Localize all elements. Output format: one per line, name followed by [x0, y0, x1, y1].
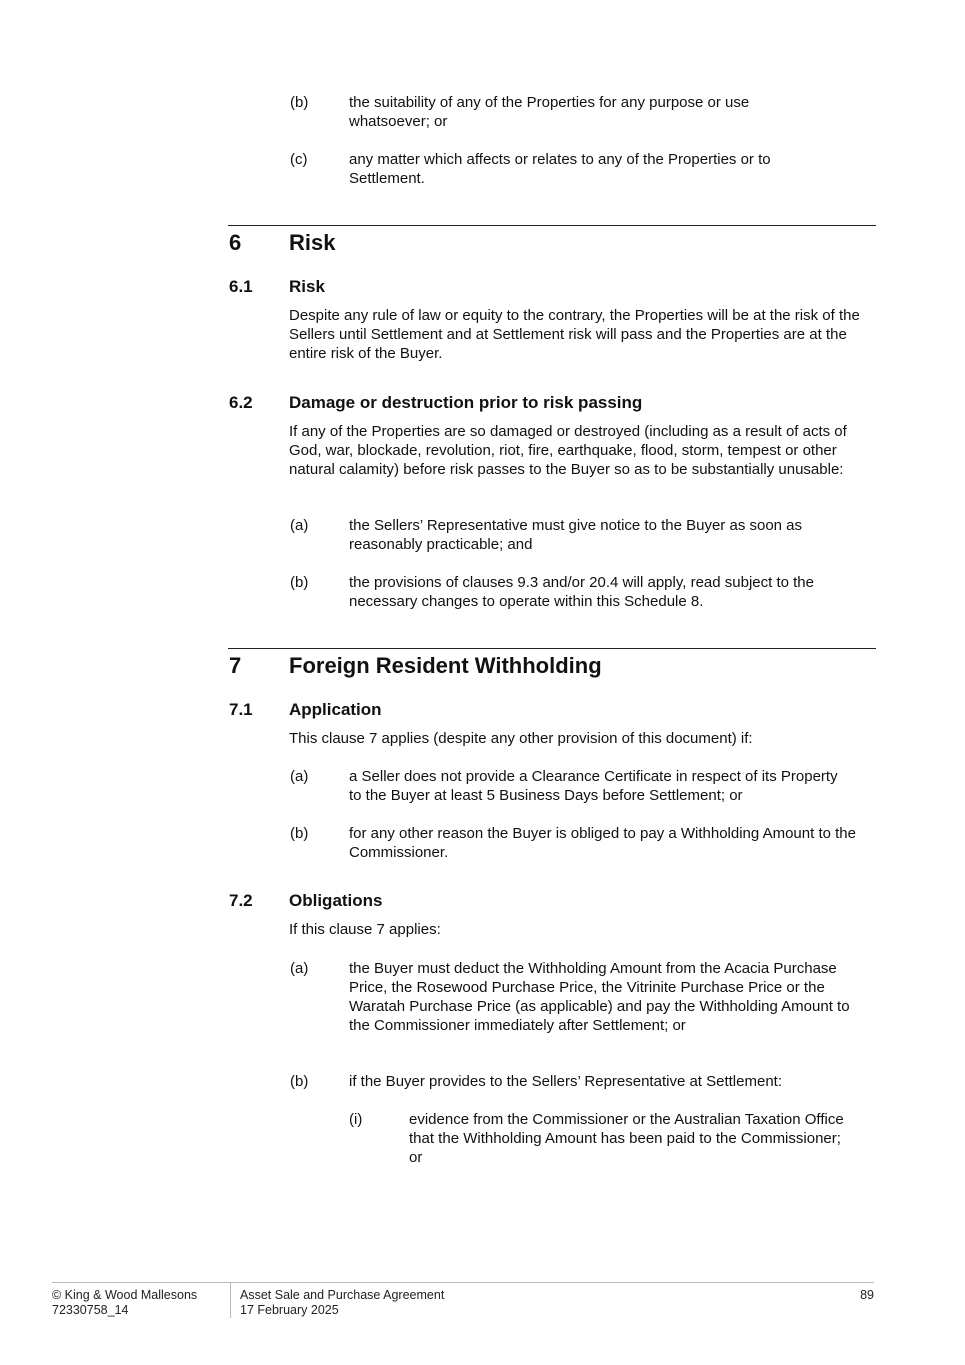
list-label: (a) [290, 768, 309, 785]
paragraph: Despite any rule of law or equity to the contrary, the Properties will be at the risk of the Sellers until Settlement and at Settlement risk will pass and the Properties are at the entire risk of the Buyer. [289, 307, 860, 362]
list-item-text: any matter which affects or relates to any of the Properties or to Settlement. [349, 151, 771, 187]
list-item-text: for any other reason the Buyer is obliged to pay a Withholding Amount to the Commissioner. [349, 825, 856, 861]
subsection-title: Application [289, 700, 382, 719]
section-divider [228, 225, 876, 226]
footer-copyright: © King & Wood Mallesons [52, 1288, 198, 1302]
subsection-title: Obligations [289, 891, 383, 910]
list-item-text: a Seller does not provide a Clearance Certificate in respect of its Property to the Buyer at least 5 Business Days before Settlement; or [349, 768, 838, 804]
paragraph: This clause 7 applies (despite any other provision of this document) if: [289, 730, 753, 747]
footer-divider [52, 1282, 874, 1283]
footer-date: 17 February 2025 [240, 1303, 339, 1317]
subsection-title: Risk [289, 277, 325, 296]
section-title: Risk [289, 230, 336, 255]
subsection-title: Damage or destruction prior to risk passing [289, 393, 643, 412]
subsection-number: 7.1 [229, 700, 253, 719]
sublist-item-text: evidence from the Commissioner or the Australian Taxation Office that the Withholding Amount has been paid to the Commissioner; or [409, 1111, 844, 1166]
list-item-text: the provisions of clauses 9.3 and/or 20.4 will apply, read subject to the necessary changes to operate within this Schedule 8. [349, 574, 814, 610]
section-number: 6 [229, 230, 242, 255]
paragraph: If this clause 7 applies: [289, 921, 441, 938]
subsection-number: 6.1 [229, 277, 253, 296]
list-item-text: the suitability of any of the Properties for any purpose or use whatsoever; or [349, 94, 750, 130]
subsection-number: 7.2 [229, 891, 253, 910]
section-divider [228, 648, 876, 649]
list-label: (a) [290, 517, 309, 534]
list-label: (c) [290, 151, 308, 168]
section-title: Foreign Resident Withholding [289, 653, 602, 678]
subsection-number: 6.2 [229, 393, 253, 412]
list-label: (b) [290, 825, 309, 842]
footer-doc-title: Asset Sale and Purchase Agreement [240, 1288, 445, 1302]
sublist-label: (i) [349, 1111, 363, 1128]
list-item-text: the Buyer must deduct the Withholding Amount from the Acacia Purchase Price, the Rosewood Purchase Price, the Vitrinite Purchase Price or the Waratah Purchase Price (as applicable) and pay the Withholding Amount to the Commissioner immediately after Settlement; or [349, 960, 850, 1034]
page-number: 89 [860, 1288, 874, 1302]
list-label: (b) [290, 1073, 309, 1090]
footer-column-divider [230, 1282, 231, 1318]
list-label: (b) [290, 574, 309, 591]
paragraph: If any of the Properties are so damaged or destroyed (including as a result of acts of God, war, blockade, revolution, riot, fire, earthquake, flood, storm, tempest or other natural calamity) before risk passes to the Buyer so as to be substantially unusable: [289, 423, 847, 478]
footer-doc-number: 72330758_14 [52, 1303, 129, 1317]
list-item-text: if the Buyer provides to the Sellers’ Representative at Settlement: [349, 1073, 783, 1090]
list-item-text: the Sellers’ Representative must give notice to the Buyer as soon as reasonably practicable; and [349, 517, 803, 553]
section-number: 7 [229, 653, 242, 678]
list-label: (b) [290, 94, 309, 111]
list-label: (a) [290, 960, 309, 977]
